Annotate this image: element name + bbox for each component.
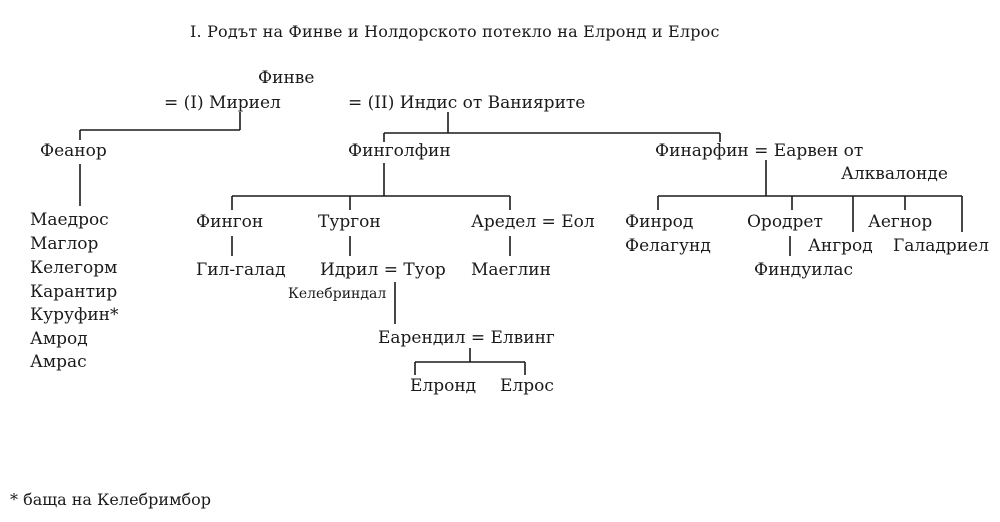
node-alqualonde: Алквалонде xyxy=(841,164,948,184)
node-curufin: Куруфин* xyxy=(30,305,119,325)
node-aredhel: Аредел = Еол xyxy=(471,212,595,232)
footnote: * баща на Келебримбор xyxy=(10,490,212,509)
node-finarfin: Финарфин = Еарвен от xyxy=(655,141,864,161)
node-finduilas: Финдуилас xyxy=(754,260,854,280)
node-elros: Елрос xyxy=(500,376,554,396)
node-maedhros: Маедрос xyxy=(30,210,109,230)
node-celebrindal: Келебриндал xyxy=(288,286,387,302)
node-angrod: Ангрод xyxy=(808,236,873,256)
node-gil-galad: Гил-галад xyxy=(196,260,286,280)
node-miriel: = (I) Мириел xyxy=(164,93,281,113)
node-indis: = (II) Индис от Ваниярите xyxy=(348,93,586,113)
node-idril: Идрил = Туор xyxy=(320,260,446,280)
node-maglor: Маглор xyxy=(30,234,99,254)
node-aegnor: Аегнор xyxy=(868,212,933,232)
node-elrond: Елронд xyxy=(410,376,477,396)
node-amrod: Амрод xyxy=(30,329,88,349)
node-celegorm: Келегорм xyxy=(30,258,118,278)
node-fingolfin: Финголфин xyxy=(348,141,451,161)
node-turgon: Тургон xyxy=(318,212,381,232)
node-amras: Амрас xyxy=(30,352,87,372)
page-title: I. Родът на Финве и Нолдорското потекло на Елронд и Елрос xyxy=(190,22,720,41)
node-fingon: Фингон xyxy=(196,212,264,232)
node-orodreth: Ородрет xyxy=(747,212,823,232)
node-felagund: Фелагунд xyxy=(625,236,711,256)
node-maeglin: Маеглин xyxy=(471,260,551,280)
node-feanor: Феанор xyxy=(40,141,107,161)
node-caranthir: Карантир xyxy=(30,282,118,302)
node-finrod: Финрод xyxy=(625,212,694,232)
node-galadriel: Галадриел xyxy=(893,236,989,256)
node-finwe: Финве xyxy=(258,68,315,88)
node-earendil: Еарендил = Елвинг xyxy=(378,328,555,348)
